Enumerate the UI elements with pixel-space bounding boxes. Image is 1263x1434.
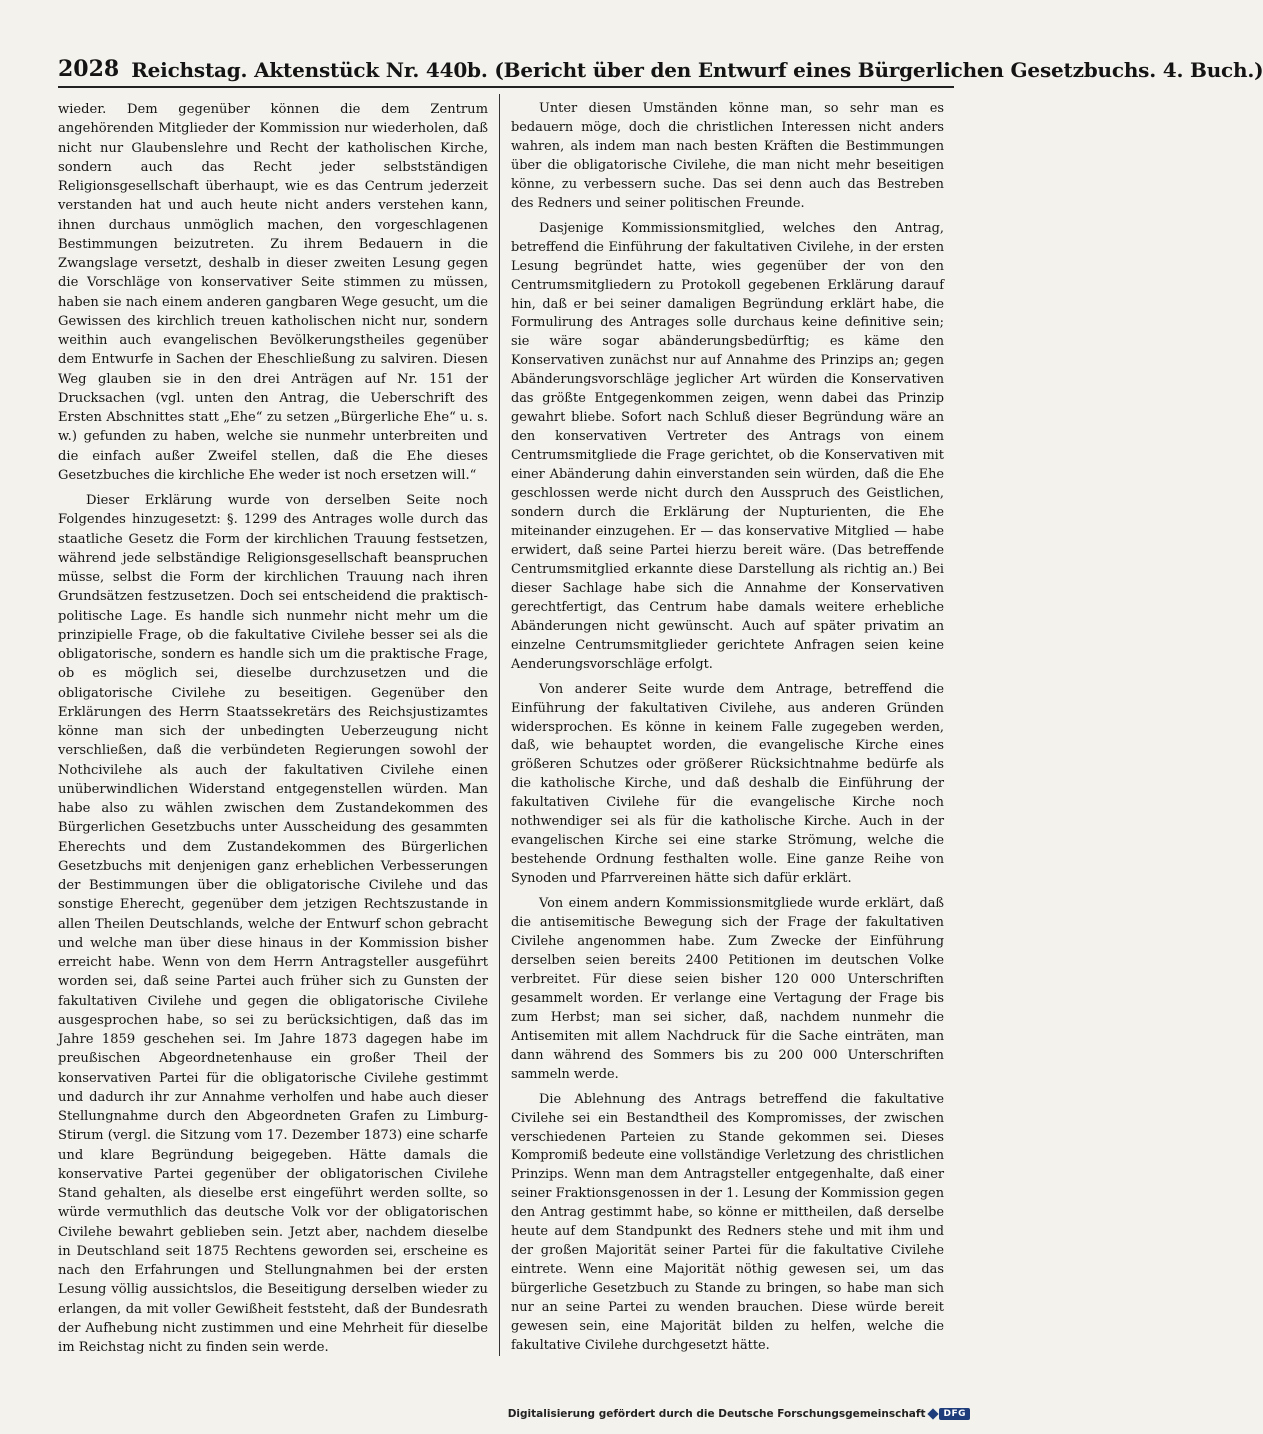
column-divider [499, 94, 500, 1356]
dfg-logo-text: DFG [939, 1408, 970, 1420]
paragraph: Von anderer Seite wurde dem Antrage, betreffend die Einführung der fakultativen Civilehe, aus anderen Gründen widersprochen. Es könne in keinem Falle zugegeben werden, daß, wie behauptet worden, die evangelische Kirche eines größeren Schutzes oder größerer Rücksichtnahme bedürfe als die katholische Kirche, und daß deshalb die Einführung der fakultativen Civilehe für die evangelische Kirche noch nothwendiger sei als für die katholische Kirche. Auch in der evangelischen Kirche sei eine starke Strömung, welche die bestehende Ordnung festhalten wolle. Eine ganze Reihe von Synoden und Pfarrvereinen hätte sich dafür erklärt. [511, 681, 944, 887]
paragraph: Die Ablehnung des Antrags betreffend die fakultative Civilehe sei ein Bestandtheil des Kompromisses, der zwischen verschiedenen Parteien zu Stande gekommen sei. Dieses Kompromiß bedeute eine vollständige Verletzung des christlichen Prinzips. Wenn man dem Antragsteller entgegenhalte, daß einer seiner Fraktionsgenossen in der 1. Lesung der Kommission gegen den Antrag gestimmt habe, so könne er mittheilen, daß derselbe heute auf dem Standpunkt des Redners stehe und mit ihm und der großen Majorität seiner Partei für die fakultative Civilehe eintrete. Wenn eine Majorität nöthig gewesen sei, um das bürgerliche Gesetzbuch zu Stande zu bringen, so habe man sich nur an seine Partei zu wenden brauchen. Diese würde bereit gewesen sein, eine Majorität bilden zu helfen, welche die fakultative Civilehe durchgesetzt hätte. [511, 1091, 944, 1353]
running-title [131, 58, 1263, 82]
running-title-subtitle: (Bericht über den Entwurf eines Bürgerlichen Gesetzbuchs. 4. Buch.) [494, 58, 1263, 82]
paragraph: wieder. Dem gegenüber können die dem Zentrum angehörenden Mitglieder der Kommission nur wiederholen, daß nicht nur Glaubenslehre und Recht der katholischen Kirche, sondern auch das Recht jeder selbstständigen Religionsgesellschaft überhaupt, wie es das Centrum jederzeit verstanden hat und auch heute nicht anders verstehen kann, ihnen durchaus unmöglich machen, den vorgeschlagenen Bestimmungen beizutreten. Zu ihrem Bedauern in die Zwangslage versetzt, deshalb in dieser zweiten Lesung gegen die Vorschläge von konservativer Seite stimmen zu müssen, haben sie nach einem anderen gangbaren Wege gesucht, um die Gewissen des kirchlich treuen katholischen nicht nur, sondern weithin auch evangelischen Bevölkerungstheiles gegenüber dem Entwurfe in Sachen der Eheschließung zu salviren. Diesen Weg glauben sie in den drei Anträgen auf Nr. 151 der Drucksachen (vgl. unten den Antrag, die Ueberschrift des Ersten Abschnittes statt „Ehe“ zu setzen „Bürgerliche Ehe“ u. s. w.) gefunden zu haben, welche sie nunmehr unterbreiten und die einfach außer Zweifel stellen, daß die Ehe dieses Gesetzbuches die kirchliche Ehe weder ist noch ersetzen will.“ [58, 102, 488, 483]
paragraph: Dieser Erklärung wurde von derselben Seite noch Folgendes hinzugesetzt: §. 1299 des Antrages wolle durch das staatliche Gesetz die Form der kirchlichen Trauung festsetzen, während jede selbständige Religionsgesellschaft beanspruchen müsse, selbst die Form der kirchlichen Trauung nach ihren Grundsätzen festzusetzen. Doch sei entscheidend die praktisch-politische Lage. Es handle sich nunmehr nicht mehr um die prinzipielle Frage, ob die fakultative Civilehe besser sei als die obligatorische, sondern es handle sich um die praktische Frage, ob es möglich sei, dieselbe durchzusetzen und die obligatorische Civilehe zu beseitigen. Gegenüber den Erklärungen des Herrn Staatssekretärs des Reichsjustizamtes könne man sich der unbedingten Ueberzeugung nicht verschließen, daß die verbündeten Regierungen sowohl der Nothcivilehe als auch der fakultativen Civilehe einen unüberwindlichen Widerstand entgegenstellen würden. Man habe also zu wählen zwischen dem Zustandekommen des Bürgerlichen Gesetzbuchs unter Ausscheidung des gesammten Eherechts und dem Zustandekommen des Bürgerlichen Gesetzbuchs mit denjenigen ganz erheblichen Verbesserungen der Bestimmungen über die obligatorische Civilehe und das sonstige Eherecht, gegenüber dem jetzigen Rechtszustande in allen Theilen Deutschlands, welche der Entwurf schon gebracht und welche man über diese hinaus in der Kommission bisher erreicht habe. Wenn von dem Herrn Antragsteller ausgeführt worden sei, daß seine Partei auch früher sich zu Gunsten der fakultativen Civilehe und gegen die obligatorische Civilehe ausgesprochen habe, so sei zu berücksichtigen, daß das im Jahre 1859 geschehen sei. Im Jahre 1873 dagegen habe im preußischen Abgeordnetenhause ein großer Theil der konservativen Partei für die obligatorische Civilehe gestimmt und dadurch ihr zur Annahme verholfen und habe auch dieser Stellungnahme durch den Abgeordneten Grafen zu Limburg-Stirum (vergl. die Sitzung vom 17. Dezember 1873) eine scharfe und klare Begründung beigegeben. Hätte damals die konservative Partei gegenüber der obligatorischen Civilehe Stand gehalten, als dieselbe erst eingeführt werden sollte, so würde vermuthlich das deutsche Volk vor der obligatorischen Civilehe bewahrt geblieben sein. Jetzt aber, nachdem dieselbe in Deutschland seit 1875 Rechtens geworden sei, erscheine es nach den Erfahrungen und Stellungnahmen bei der ersten Lesung völlig aussichtslos, die Beseitigung derselben wieder zu erlangen, da mit voller Gewißheit feststeht, daß der Bundesrath der Aufhebung nicht zustimmen und eine Mehrheit für dieselbe im Reichstag nicht zu finden sein werde. [58, 493, 488, 1355]
footer-text: Digitalisierung gefördert durch die Deutsche Forschungsgemeinschaft [507, 1408, 926, 1420]
left-column [58, 100, 488, 1357]
paragraph: Unter diesen Umständen könne man, so sehr man es bedauern möge, doch die christlichen Interessen nicht anders wahren, als indem man nach besten Kräften die Bestimmungen über die obligatorische Civilehe, die man nicht mehr beseitigen könne, zu verbessern suche. Das sei denn auch das Bestreben des Redners und seiner politischen Freunde. [511, 101, 944, 211]
right-column [511, 100, 944, 1356]
digitization-footer [508, 1408, 970, 1420]
dfg-logo-icon [929, 1408, 970, 1420]
paragraph: Dasjenige Kommissionsmitglied, welches den Antrag, betreffend die Einführung der fakultativen Civilehe, in der ersten Lesung begründet hatte, wies gegenüber der von den Centrumsmitgliedern zu Protokoll gegebenen Erklärung darauf hin, daß er bei seiner damaligen Begründung erklärt habe, die Formulirung des Antrages solle durchaus keine definitive sein; sie wäre sogar abänderungsbedürftig; es käme den Konservativen zunächst nur auf Annahme des Prinzips an; gegen Abänderungsvorschläge jeglicher Art würden die Konservativen das größte Entgegenkommen zeigen, wenn dabei das Prinzip gewahrt bliebe. Sofort nach Schluß dieser Begründung wäre an den konservativen Vertreter des Antrags von einem Centrumsmitgliede die Frage gerichtet, ob die Konservativen mit einer Abänderung dahin einverstanden sein würden, daß die Ehe geschlossen werde nicht durch den Ausspruch des Geistlichen, sondern durch die Erklärung der Nupturienten, die Ehe miteinander einzugehen. Er — das konservative Mitglied — habe erwidert, daß seine Partei hierzu bereit wäre. (Das betreffende Centrumsmitglied erkannte diese Darstellung als richtig an.) Bei dieser Sachlage habe sich die Annahme der Konservativen gerechtfertigt, das Centrum habe damals weitere erhebliche Abänderungen nicht gewünscht. Auch auf später privatim an einzelne Centrumsmitglieder gerichtete Anfragen seien keine Aenderungsvorschläge erfolgt. [511, 220, 944, 672]
page-header [58, 56, 1263, 88]
page-number: 2028 [58, 56, 120, 82]
paragraph: Von einem andern Kommissionsmitgliede wurde erklärt, daß die antisemitische Bewegung sich der Frage der fakultativen Civilehe angenommen habe. Zum Zwecke der Einführung derselben seien bereits 2400 Petitionen im deutschen Volke verbreitet. Für diese seien bisher 120 000 Unterschriften gesammelt worden. Er verlange eine Vertagung der Frage bis zum Herbst; man sei sicher, daß, nachdem nunmehr die Antisemiten mit allem Nachdruck für die Sache einträten, man dann während des Sommers bis zu 200 000 Unterschriften sammeln werde. [511, 896, 944, 1082]
running-title-main: Reichstag. Aktenstück Nr. 440b. [131, 58, 488, 82]
dfg-diamond-icon [928, 1408, 939, 1419]
